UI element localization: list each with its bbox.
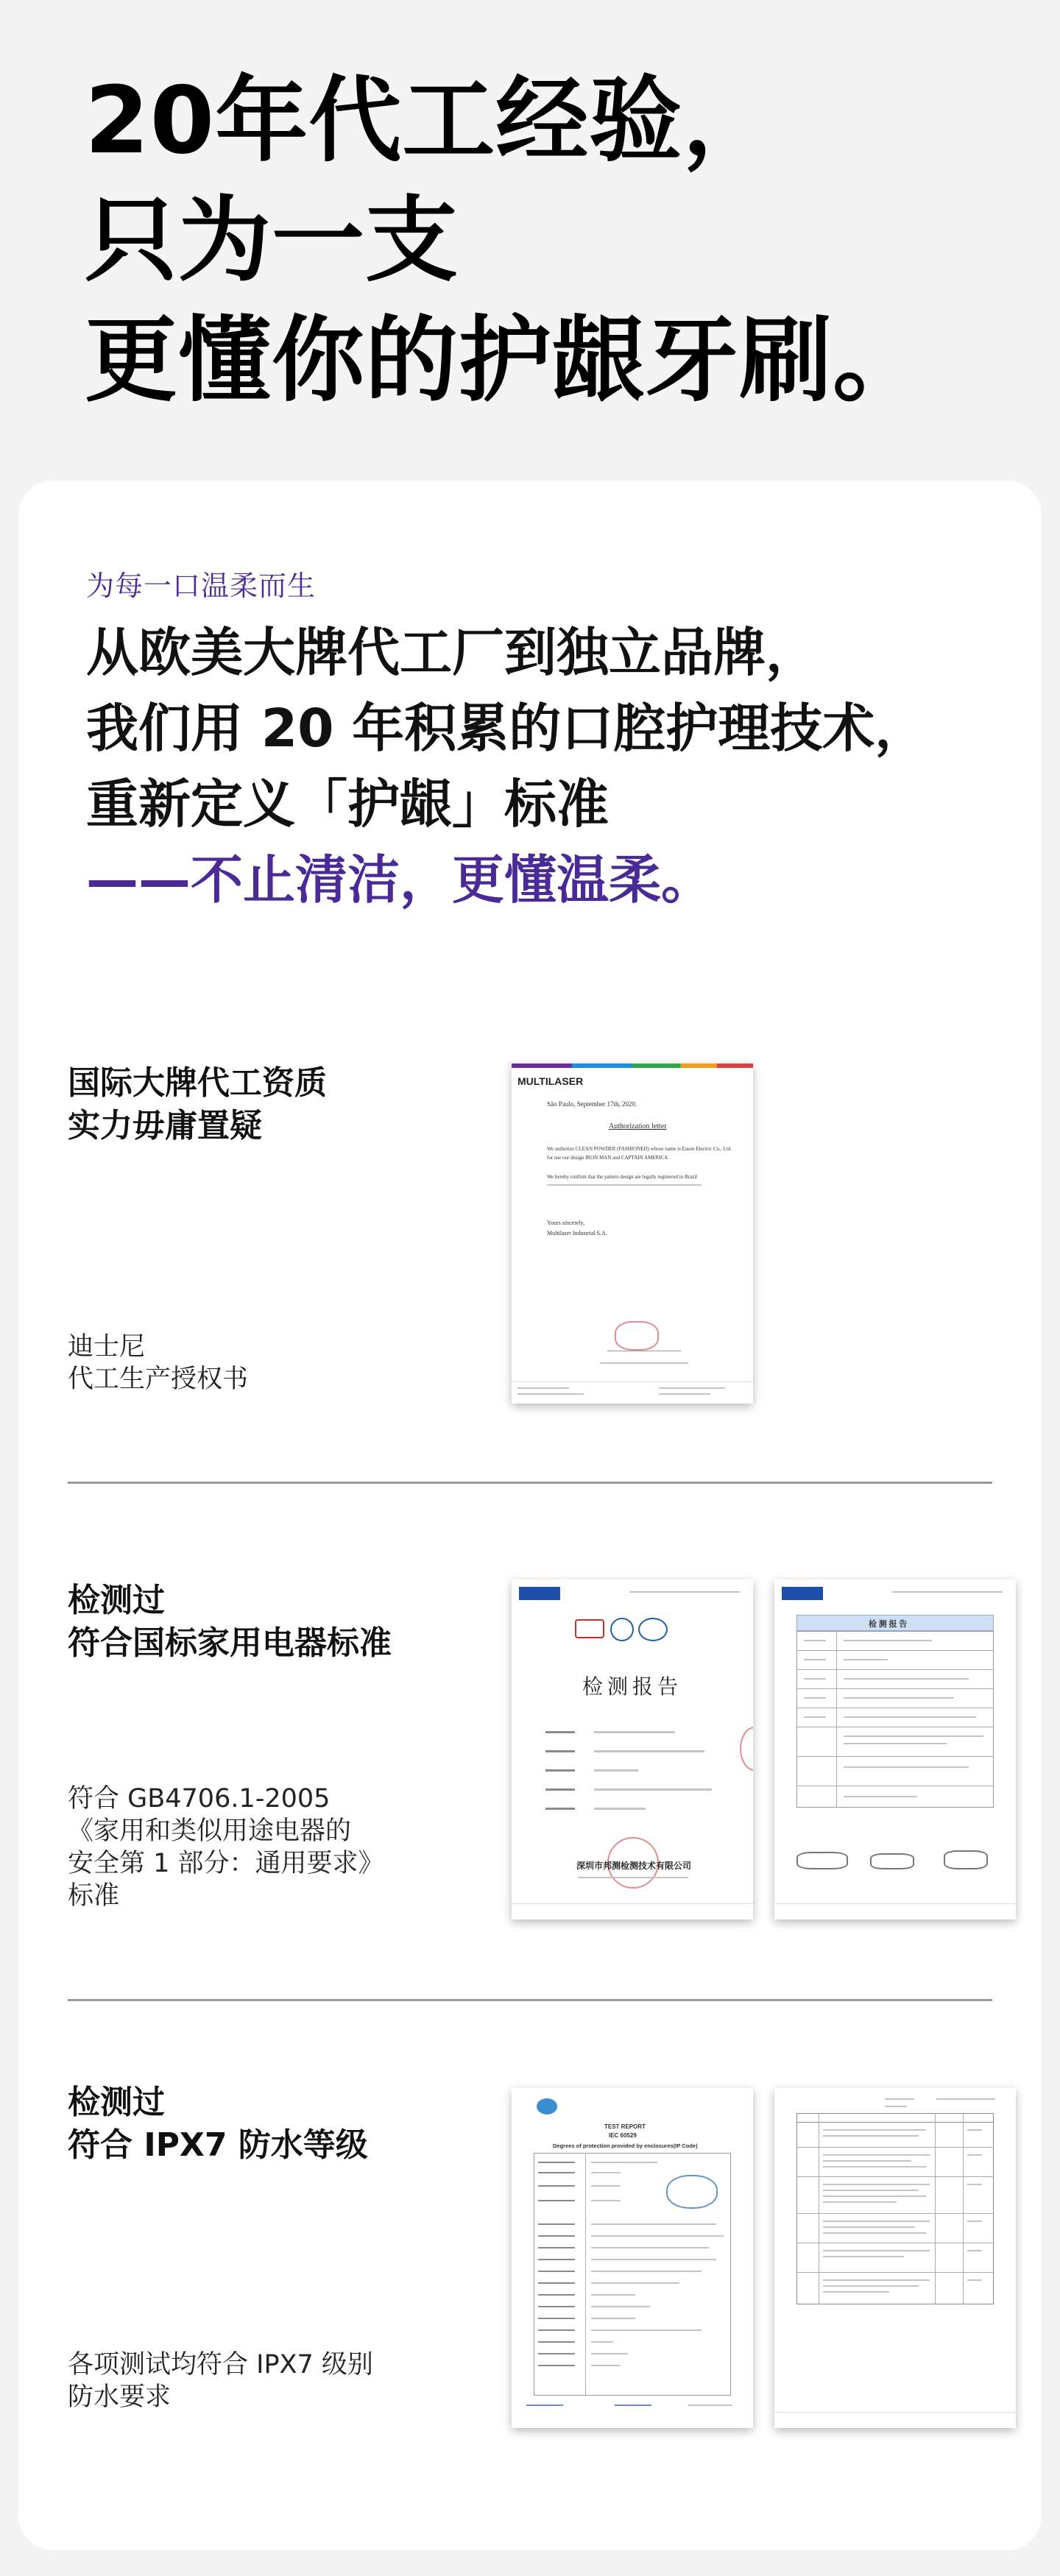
intro-block	[86, 567, 1014, 918]
signature-mark	[944, 1850, 988, 1869]
intro-accent: ——不止清洁，更懂温柔。	[86, 849, 714, 910]
section-title-line: 检测过	[68, 1582, 165, 1619]
section-desc-line: 安全第 1 部分：通用要求》	[68, 1849, 384, 1878]
hero-line-3: 更懂你的护龈牙刷。	[85, 306, 926, 414]
letter-heading: Authorization letter	[609, 1122, 667, 1130]
intro-line-2: 我们用 20 年积累的口腔护理技术，	[86, 698, 928, 759]
section-title-line: 国际大牌代工资质	[68, 1064, 327, 1102]
section-title-line: 检测过	[68, 2084, 165, 2121]
section-title-line: 实力毋庸置疑	[68, 1107, 262, 1144]
cnas-mark	[638, 1618, 668, 1641]
report-logo	[519, 1587, 560, 1600]
authorization-letter-image	[512, 1064, 753, 1404]
letter-closing: Yours sincerely,	[547, 1220, 585, 1226]
letter-paragraph: We authorize CLEAN POWDER (FASHIONED) whose name is Eason Electric Co., Ltd.	[547, 1146, 732, 1152]
section-divider	[68, 1482, 992, 1484]
section-desc-line: 迪士尼	[68, 1332, 146, 1362]
brand-logo: MULTILASER	[517, 1075, 584, 1087]
report-org: 深圳市邦测检测技术有限公司	[576, 1861, 692, 1871]
edge-seal	[740, 1727, 753, 1771]
section-desc-line: 代工生产授权书	[68, 1365, 249, 1394]
letter-paragraph: for use our design IRON MAN and CAPTAIN AMERICA	[547, 1155, 668, 1161]
section-title-line: 符合 IPX7 防水等级	[68, 2126, 368, 2164]
section-brand-authorization	[68, 1062, 992, 1408]
cma-mark	[575, 1619, 604, 1638]
lab-logo	[537, 2098, 557, 2115]
ipx-report-cover-image	[512, 2088, 753, 2428]
signature-mark	[796, 1852, 848, 1869]
section-description	[68, 1331, 480, 1395]
section-title	[68, 1062, 480, 1147]
ipx-result-table	[796, 2113, 994, 2304]
section-desc-line: 防水要求	[68, 2382, 172, 2412]
section-waterproof	[68, 2081, 992, 2427]
intro-line-1: 从欧美大牌代工厂到独立品牌，	[86, 622, 819, 683]
signature-mark	[615, 1321, 659, 1351]
signature-mark	[870, 1853, 914, 1869]
section-title	[68, 2081, 480, 2167]
report-logo	[782, 1587, 823, 1600]
test-report-page-image	[774, 1579, 1016, 1919]
section-description	[68, 2349, 480, 2413]
hero-line-2: 只为一支	[85, 186, 459, 294]
section-divider	[68, 1999, 992, 2001]
hero-line-1: 20年代工经验，	[85, 66, 777, 174]
report-header-text: 检 测 报 告	[869, 1620, 908, 1629]
section-desc-line: 标准	[68, 1881, 120, 1911]
lab-seal	[666, 2175, 718, 2209]
report-title: 检测报告	[582, 1676, 683, 1699]
ilac-mark	[610, 1618, 634, 1641]
letter-date: São Paulo, September 17th, 2020.	[547, 1100, 637, 1108]
letter-paragraph: We hereby confirm that the pattern design are legally registered in Brazil	[547, 1174, 698, 1180]
ipx-report-subtitle: Degrees of protection provided by enclosures(IP Code)	[553, 2142, 698, 2149]
content-card	[18, 481, 1042, 2550]
section-description	[68, 1783, 480, 1912]
section-desc-line: 各项测试均符合 IPX7 级别	[68, 2350, 373, 2379]
intro-line-3: 重新定义「护龈」标准	[86, 774, 610, 835]
ipx-report-page-image	[774, 2088, 1016, 2428]
ipx-report-title: TEST REPORT	[604, 2123, 646, 2130]
hero-headline	[85, 60, 1005, 420]
section-title-line: 符合国标家用电器标准	[68, 1624, 392, 1662]
ipx-report-standard: IEC 60529	[609, 2132, 637, 2139]
letter-company: Multilaser Industrial S.A.	[547, 1230, 607, 1236]
report-table	[796, 1631, 994, 1808]
intro-eyebrow: 为每一口温柔而生	[86, 570, 317, 602]
section-national-standard	[68, 1579, 992, 1925]
brand-color-bar	[512, 1064, 753, 1068]
section-title	[68, 1579, 480, 1665]
section-desc-line: 符合 GB4706.1-2005	[68, 1784, 331, 1814]
test-report-cover-image	[512, 1579, 753, 1919]
section-desc-line: 《家用和类似用途电器的	[68, 1816, 352, 1846]
